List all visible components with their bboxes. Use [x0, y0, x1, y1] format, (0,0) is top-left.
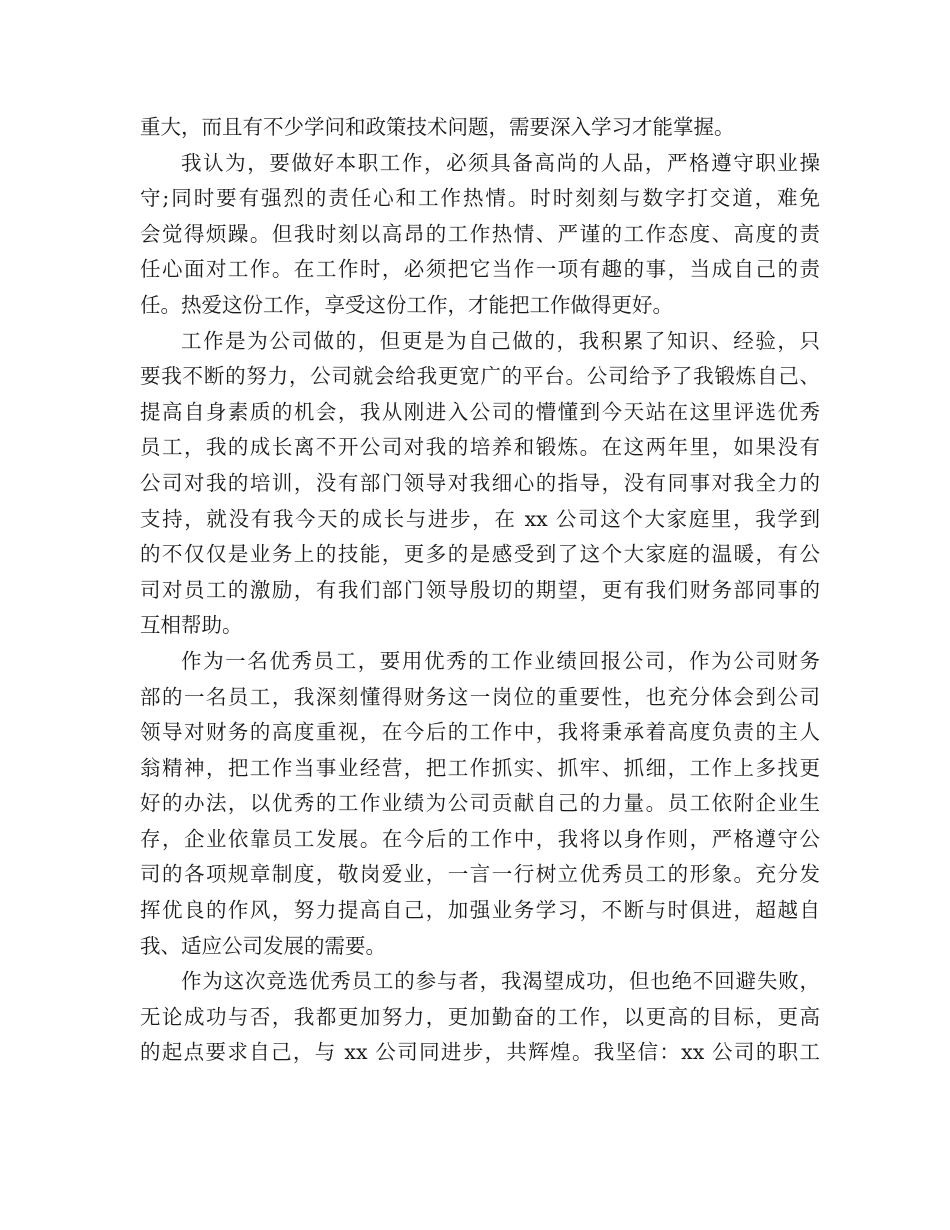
document-line: 好的办法，以优秀的工作业绩为公司贡献自己的力量。员工依附企业生: [140, 791, 820, 816]
document-line: 我、适应公司发展的需要。: [140, 933, 386, 958]
document-line: 公司对我的培训，没有部门领导对我细心的指导，没有同事对我全力的: [140, 470, 820, 495]
document-line: 重大，而且有不少学问和政策技术问题，需要深入学习才能掌握。: [140, 115, 735, 139]
document-line: 要我不断的努力，公司就会给我更宽广的平台。公司给予了我锻炼自己、: [140, 364, 820, 389]
document-line: 工作是为公司做的，但更是为自己做的，我积累了知识、经验，只: [181, 328, 820, 353]
document-line: 支持，就没有我今天的成长与进步，在 xx 公司这个大家庭里，我学到: [140, 506, 820, 531]
document-line: 任。热爱这份工作，享受这份工作，才能把工作做得更好。: [140, 292, 673, 317]
document-line: 作为这次竞选优秀员工的参与者，我渴望成功，但也绝不回避失败，: [181, 969, 820, 994]
document-line: 翁精神，把工作当事业经营，把工作抓实、抓牢、抓细，工作上多找更: [140, 755, 820, 780]
document-line: 任心面对工作。在工作时，必须把它当作一项有趣的事，当成自己的责: [140, 257, 820, 282]
document-line: 领导对财务的高度重视，在今后的工作中，我将秉承着高度负责的主人: [140, 720, 820, 745]
document-line: 挥优良的作风，努力提高自己，加强业务学习，不断与时俱进，超越自: [140, 898, 820, 923]
document-line: 互相帮助。: [140, 613, 243, 638]
document-line: 作为一名优秀员工，要用优秀的工作业绩回报公司，作为公司财务: [181, 648, 820, 673]
document-body: [140, 110, 820, 1071]
document-line: 部的一名员工，我深刻懂得财务这一岗位的重要性，也充分体会到公司: [140, 684, 820, 709]
document-line: 的不仅仅是业务上的技能，更多的是感受到了这个大家庭的温暖，有公: [140, 542, 820, 567]
document-line: 存，企业依靠员工发展。在今后的工作中，我将以身作则，严格遵守公: [140, 826, 820, 851]
document-line: 我认为，要做好本职工作，必须具备高尚的人品，严格遵守职业操: [181, 150, 820, 175]
document-line: 提高自身素质的机会，我从刚进入公司的懵懂到今天站在这里评选优秀: [140, 399, 820, 424]
document-line: 员工，我的成长离不开公司对我的培养和锻炼。在这两年里，如果没有: [140, 435, 820, 460]
document-line: 守;同时要有强烈的责任心和工作热情。时时刻刻与数字打交道，难免: [140, 186, 820, 211]
document-line: 的起点要求自己，与 xx 公司同进步，共辉煌。我坚信：xx 公司的职工: [140, 1040, 820, 1065]
document-line: 司对员工的激励，有我们部门领导殷切的期望，更有我们财务部同事的: [140, 577, 820, 602]
document-line: 司的各项规章制度，敬岗爱业，一言一行树立优秀员工的形象。充分发: [140, 862, 820, 887]
document-line: 会觉得烦躁。但我时刻以高昂的工作热情、严谨的工作态度、高度的责: [140, 221, 820, 246]
document-line: 无论成功与否，我都更加努力，更加勤奋的工作，以更高的目标，更高: [140, 1004, 820, 1029]
